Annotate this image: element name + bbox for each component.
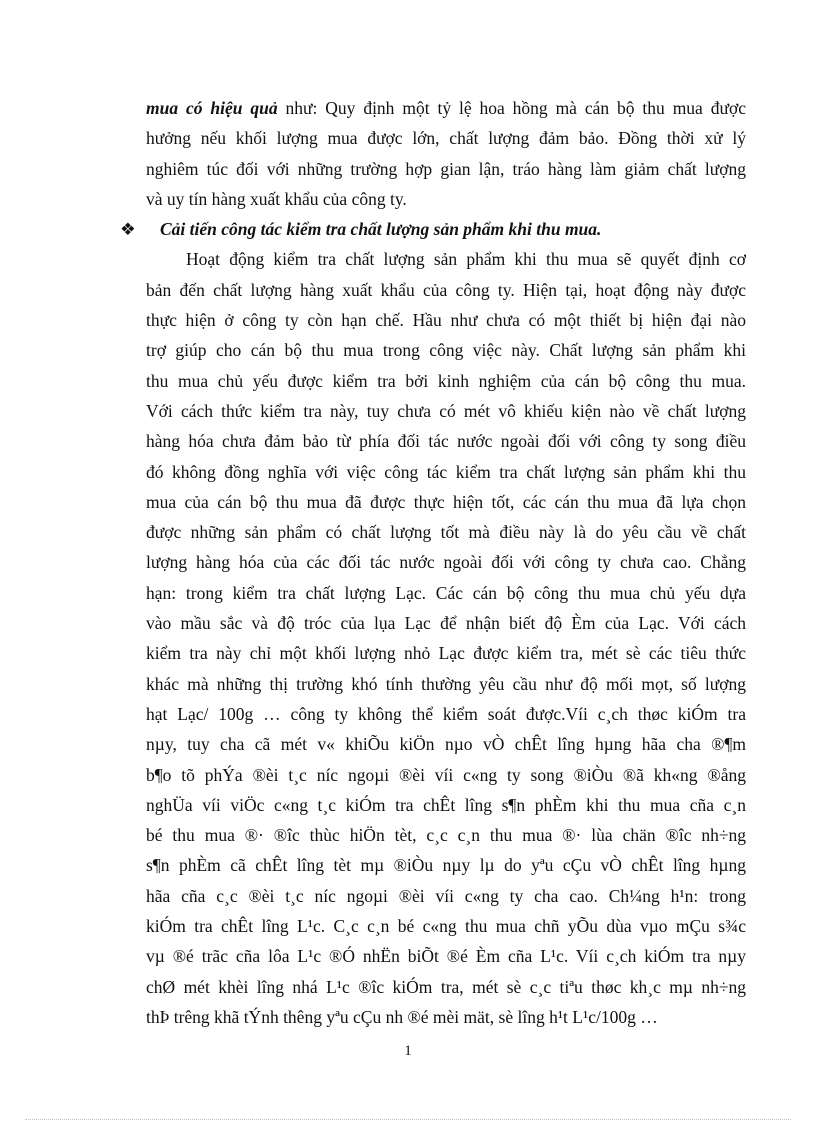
paragraph-line: chØ mét khèi lîng nhá L¹c ®îc kiÓm tra, mét sè c¸c tiªu thøc kh¸c mµ nh÷ng [146,976,746,997]
page-number: 1 [404,1043,412,1059]
paragraph-line: trợ giúp cho cán bộ thu mua trong công việc này. Chất lượng sản phẩm khi [146,340,746,361]
paragraph-line: mua của cán bộ thu mua đã được thực hiện tốt, các cán thu mua đã lựa chọn [146,491,746,512]
paragraph-line [146,93,746,123]
paragraph-line: và uy tín hàng xuất khẩu của công ty. [146,188,407,209]
paragraph-line: hạt Lạc/ 100g … công ty không thể kiểm soát được.Víi c¸ch thøc kiÓm tra [146,703,746,724]
paragraph-line: kiểm tra này chỉ một khối lượng nhỏ Lạc được kiểm tra, mét sè các tiêu thức [146,643,746,664]
paragraph-line: bản đến chất lượng hàng xuất khẩu của công ty. Hiện tại, hoạt động này được [146,279,746,300]
paragraph-line: vµ ®é trãc cña lôa L¹c ®Ó nhËn biÕt ®é Èm cña L¹c. Víi c¸ch kiÓm tra nµy [146,946,746,967]
paragraph-line: lượng hàng hóa của các đối tác nước ngoài đối với công ty chưa cao. Chẳng [146,552,746,573]
paragraph-line: hãa cña c¸c ®èi t¸c níc ngoµi ®èi víi c«ng ty cha cao. Ch¼ng h¹n: trong [146,885,746,906]
paragraph-line: khác mà những thị trường khó tính thường yêu cầu như độ mối mọt, số lượng [146,673,746,694]
paragraph-line: được những sản phẩm có chất lượng tốt mà điều này là do yêu cầu về chất [146,522,746,543]
paragraph-line: nghiêm túc đối với những trường hợp gian lận, tráo hàng làm giảm chất lượng [146,158,746,179]
section-heading-text: Cải tiến công tác kiểm tra chất lượng sản phẩm khi thu mua. [160,219,602,240]
paragraph-line: hưởng nếu khối lượng mua được lớn, chất lượng đảm bảo. Đồng thời xử lý [146,128,746,149]
paragraph-line: Với cách thức kiểm tra này, tuy chưa có mét vô khiếu kiện nào về chất lượng [146,400,746,421]
paragraph-line: vào mầu sắc và độ tróc của lụa Lạc để nhận biết độ Èm của Lạc. Với cách [146,613,746,634]
body-text [120,93,746,1032]
paragraph-line: nghÜa víi viÖc c«ng t¸c kiÓm tra chÊt lîng s¶n phÈm khi thu mua cña c¸n [146,794,746,815]
page-bottom-divider [25,1119,791,1120]
paragraph-line: s¶n phÈm cã chÊt lîng tèt mµ ®iÒu nµy lµ do yªu cÇu vÒ chÊt lîng hµng [146,855,746,876]
paragraph-line: thÞ trêng khã tÝnh thêng yªu cÇu nh ®é mèi mät, sè lîng h¹t L¹c/100g … [146,1006,658,1027]
paragraph-line: thu mua chủ yếu được kiểm tra bởi kinh nghiệm của cán bộ công thu mua. [146,370,746,391]
paragraph-line: b¶o tõ phÝa ®èi t¸c níc ngoµi ®èi víi c«ng ty song ®iÒu ®ã kh«ng ®ång [146,764,746,785]
bold-italic-lead: mua có hiệu quả [146,98,278,118]
paragraph-line: bé thu mua ®· ®îc thùc hiÖn tèt, c¸c c¸n thu mua ®· lùa chän ®îc nh÷ng [146,825,746,846]
paragraph-line: nµy, tuy cha cã mét v« khiÕu kiÖn nµo vÒ chÊt lîng hµng hãa cha ®¶m [146,734,746,755]
section-heading [120,214,746,244]
paragraph-line: đó không đồng nghĩa với việc công tác kiểm tra chất lượng sản phẩm khi thu [146,461,746,482]
diamond-bullet-icon: ❖ [120,219,136,240]
paragraph-line: Hoạt động kiểm tra chất lượng sản phẩm khi thu mua sẽ quyết định cơ [186,249,746,270]
paragraph-line-rest: như: Quy định một tỷ lệ hoa hồng mà cán bộ thu mua được [277,98,746,118]
paragraph-line: kiÓm tra chÊt lîng L¹c. C¸c c¸n bé c«ng thu mua chñ yÕu dùa vµo mÇu s¾c [146,916,746,937]
paragraph-line: hàng hóa chưa đảm bảo từ phía đối tác nước ngoài đối với công ty song điều [146,431,746,452]
paragraph-line: thực hiện ở công ty còn hạn chế. Hầu như chưa có một thiết bị hiện đại nào [146,310,746,331]
paragraph-line: hạn: trong kiểm tra chất lượng Lạc. Các cán bộ công thu mua chủ yếu dựa [146,582,746,603]
